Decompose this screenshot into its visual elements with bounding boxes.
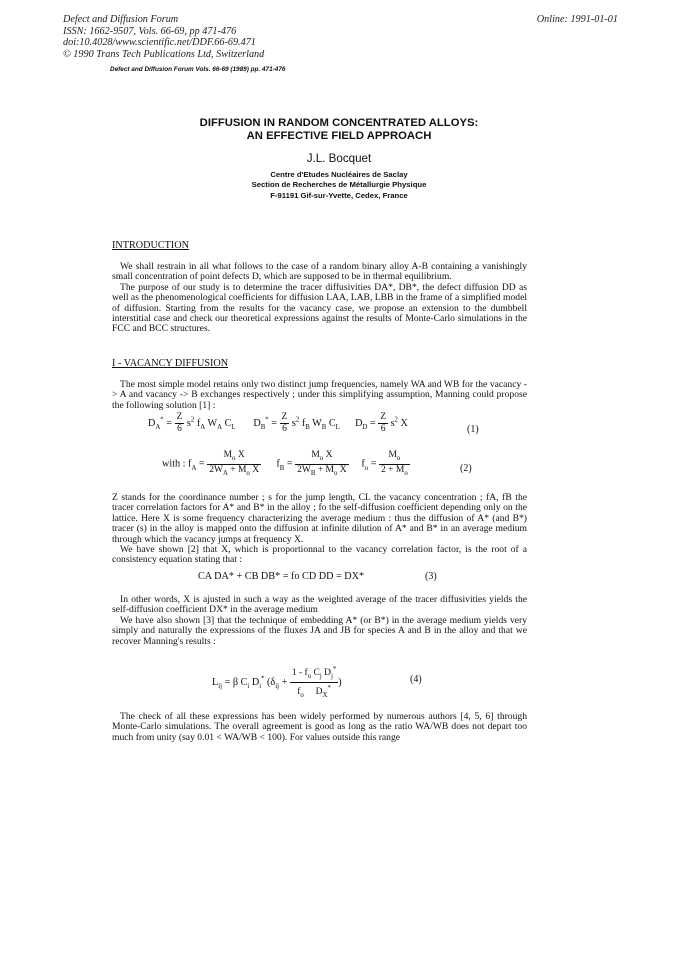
definitions-paragraph — [112, 493, 527, 566]
paragraph: We shall restrain in all what follows to the case of a random binary alloy A-B containing a vanishingly small concentration of point defects D, which are supposed to be in thermal equilibrium. — [112, 261, 527, 283]
author-name: J.L. Bocquet — [306, 152, 372, 165]
affiliation-line: F-91191 Gif-sur-Yvette, Cedex, France — [270, 190, 408, 200]
paper-title-line2: AN EFFECTIVE FIELD APPROACH — [246, 130, 432, 142]
paragraph: We have also shown [3] that the technique of embedding A* (or B*) in the average medium yields very simply and naturally the expressions of the fluxes JA and JB for species A and B in the alloy and that we recover Manning's results : — [112, 614, 527, 647]
average-medium-paragraph — [112, 595, 527, 647]
equation-number: (3) — [425, 571, 437, 582]
paragraph: In other words, X is ajusted in such a way as the weighted average of the tracer diffusivities yields the self-diffusion coefficient DX* in the average medium — [112, 594, 527, 616]
issn-line: ISSN: 1662-9507, Vols. 66-69, pp 471-476 — [63, 25, 237, 37]
copyright-line: © 1990 Trans Tech Publications Ltd, Switzerland — [63, 48, 265, 60]
paragraph: The check of all these expressions has been widely performed by numerous authors [4, 5, 6] through Monte-Carlo simulations. The overall agreement is good as long as the ratio WA/WB does not depart too much from unity (say 0.01 < WA/WB < 100). For values outside this range — [112, 711, 527, 743]
section-heading-vacancy: I - VACANCY DIFFUSION — [112, 358, 229, 369]
equation-number: (4) — [410, 674, 422, 685]
monte-carlo-paragraph — [112, 712, 527, 743]
journal-name: Defect and Diffusion Forum — [63, 14, 179, 25]
paper-title-line1: DIFFUSION IN RANDOM CONCENTRATED ALLOYS: — [199, 117, 479, 129]
paragraph: The purpose of our study is to determine the tracer diffusivities DA*, DB*, the defect diffusion DD as well as the phenomenological coefficients for diffusion LAA, LAB, LBB in the frame of a simplified model of diffusion. Starting from the results for the vacancy case, we propose an extension to the dumbbell interstitial case and check our theoretical expressions against the results of Monte-Carlo simulations in the FCC and BCC structures. — [112, 281, 527, 335]
equation-2: with : $f_A$ = $\frac{M_o X}{2W_A + M_o X}$ $f_B$ = $\frac{M_o X}{2W_B + M_o X}$ $f_o$ = $\frac{M_o}{2 + M_o}$ — [162, 450, 408, 477]
affiliation-line: Section de Recherches de Métallurgie Physique — [251, 180, 427, 190]
online-date: Online: 1991-01-01 — [536, 14, 618, 25]
doi-line: doi:10.4028/www.scientific.net/DDF.66-69.471 — [63, 37, 256, 48]
equation-4: $L_{ij} = \beta$ $C_i$ $D_i^*$ ($\delta_{ij}$ + $\frac{1 - f_o C_j D_j^*}{f_o D_X^*}$ ) — [212, 666, 342, 700]
paragraph: Z stands for the coordinance number ; s for the jump length, CL the vacancy concentration ; fA, fB the tracer correlation factors for A* and B* in the alloy ; fo the self-diffusion coefficient depending only on the lattice. Here X is some frequency characterizing the average medium : thus the diffusion of A* (and B*) tracer (s) in the alloy is mapped onto the diffusion at infinite dilution of A* and B* in an average medium through which the vacancy jumps at frequency X. — [112, 492, 527, 545]
equation-number: (2) — [460, 463, 472, 474]
paragraph: We have shown [2] that X, which is proportionnal to the vacancy correlation factor, is the root of a consistency equation stating that : — [112, 544, 527, 566]
running-head: Defect and Diffusion Forum Vols. 66-69 (1989) pp. 471-476 — [110, 66, 286, 73]
citation-block — [63, 14, 264, 60]
affiliation-line: Centre d'Etudes Nucléaires de Saclay — [270, 170, 408, 179]
section-heading-introduction: INTRODUCTION — [112, 240, 189, 251]
vacancy-paragraph — [112, 380, 527, 411]
affiliation-block — [0, 170, 678, 201]
intro-paragraph — [112, 262, 527, 335]
equation-number: (1) — [467, 424, 479, 435]
equation-3: CA DA* + CB DB* = fo CD DD = DX* — [198, 571, 365, 582]
equation-label: with : — [162, 458, 186, 470]
equation-1: $D_A^*$ = $\frac{Z}{6}$ $s^2$ $f_A$ $W_A$ $C_L$ $D_B^*$ = $\frac{Z}{6}$ $s^2$ $f_B$ $W_B$ $C_L$ $D_D$ = $\frac{Z}{6}$ $s^2$ X — [148, 412, 408, 434]
paragraph: The most simple model retains only two distinct jump frequencies, namely WA and WB for the vacancy -> A and vacancy -> B exchanges respectively ; under this simplifying assumption, Manning could propose the following solution [1] : — [112, 379, 527, 411]
